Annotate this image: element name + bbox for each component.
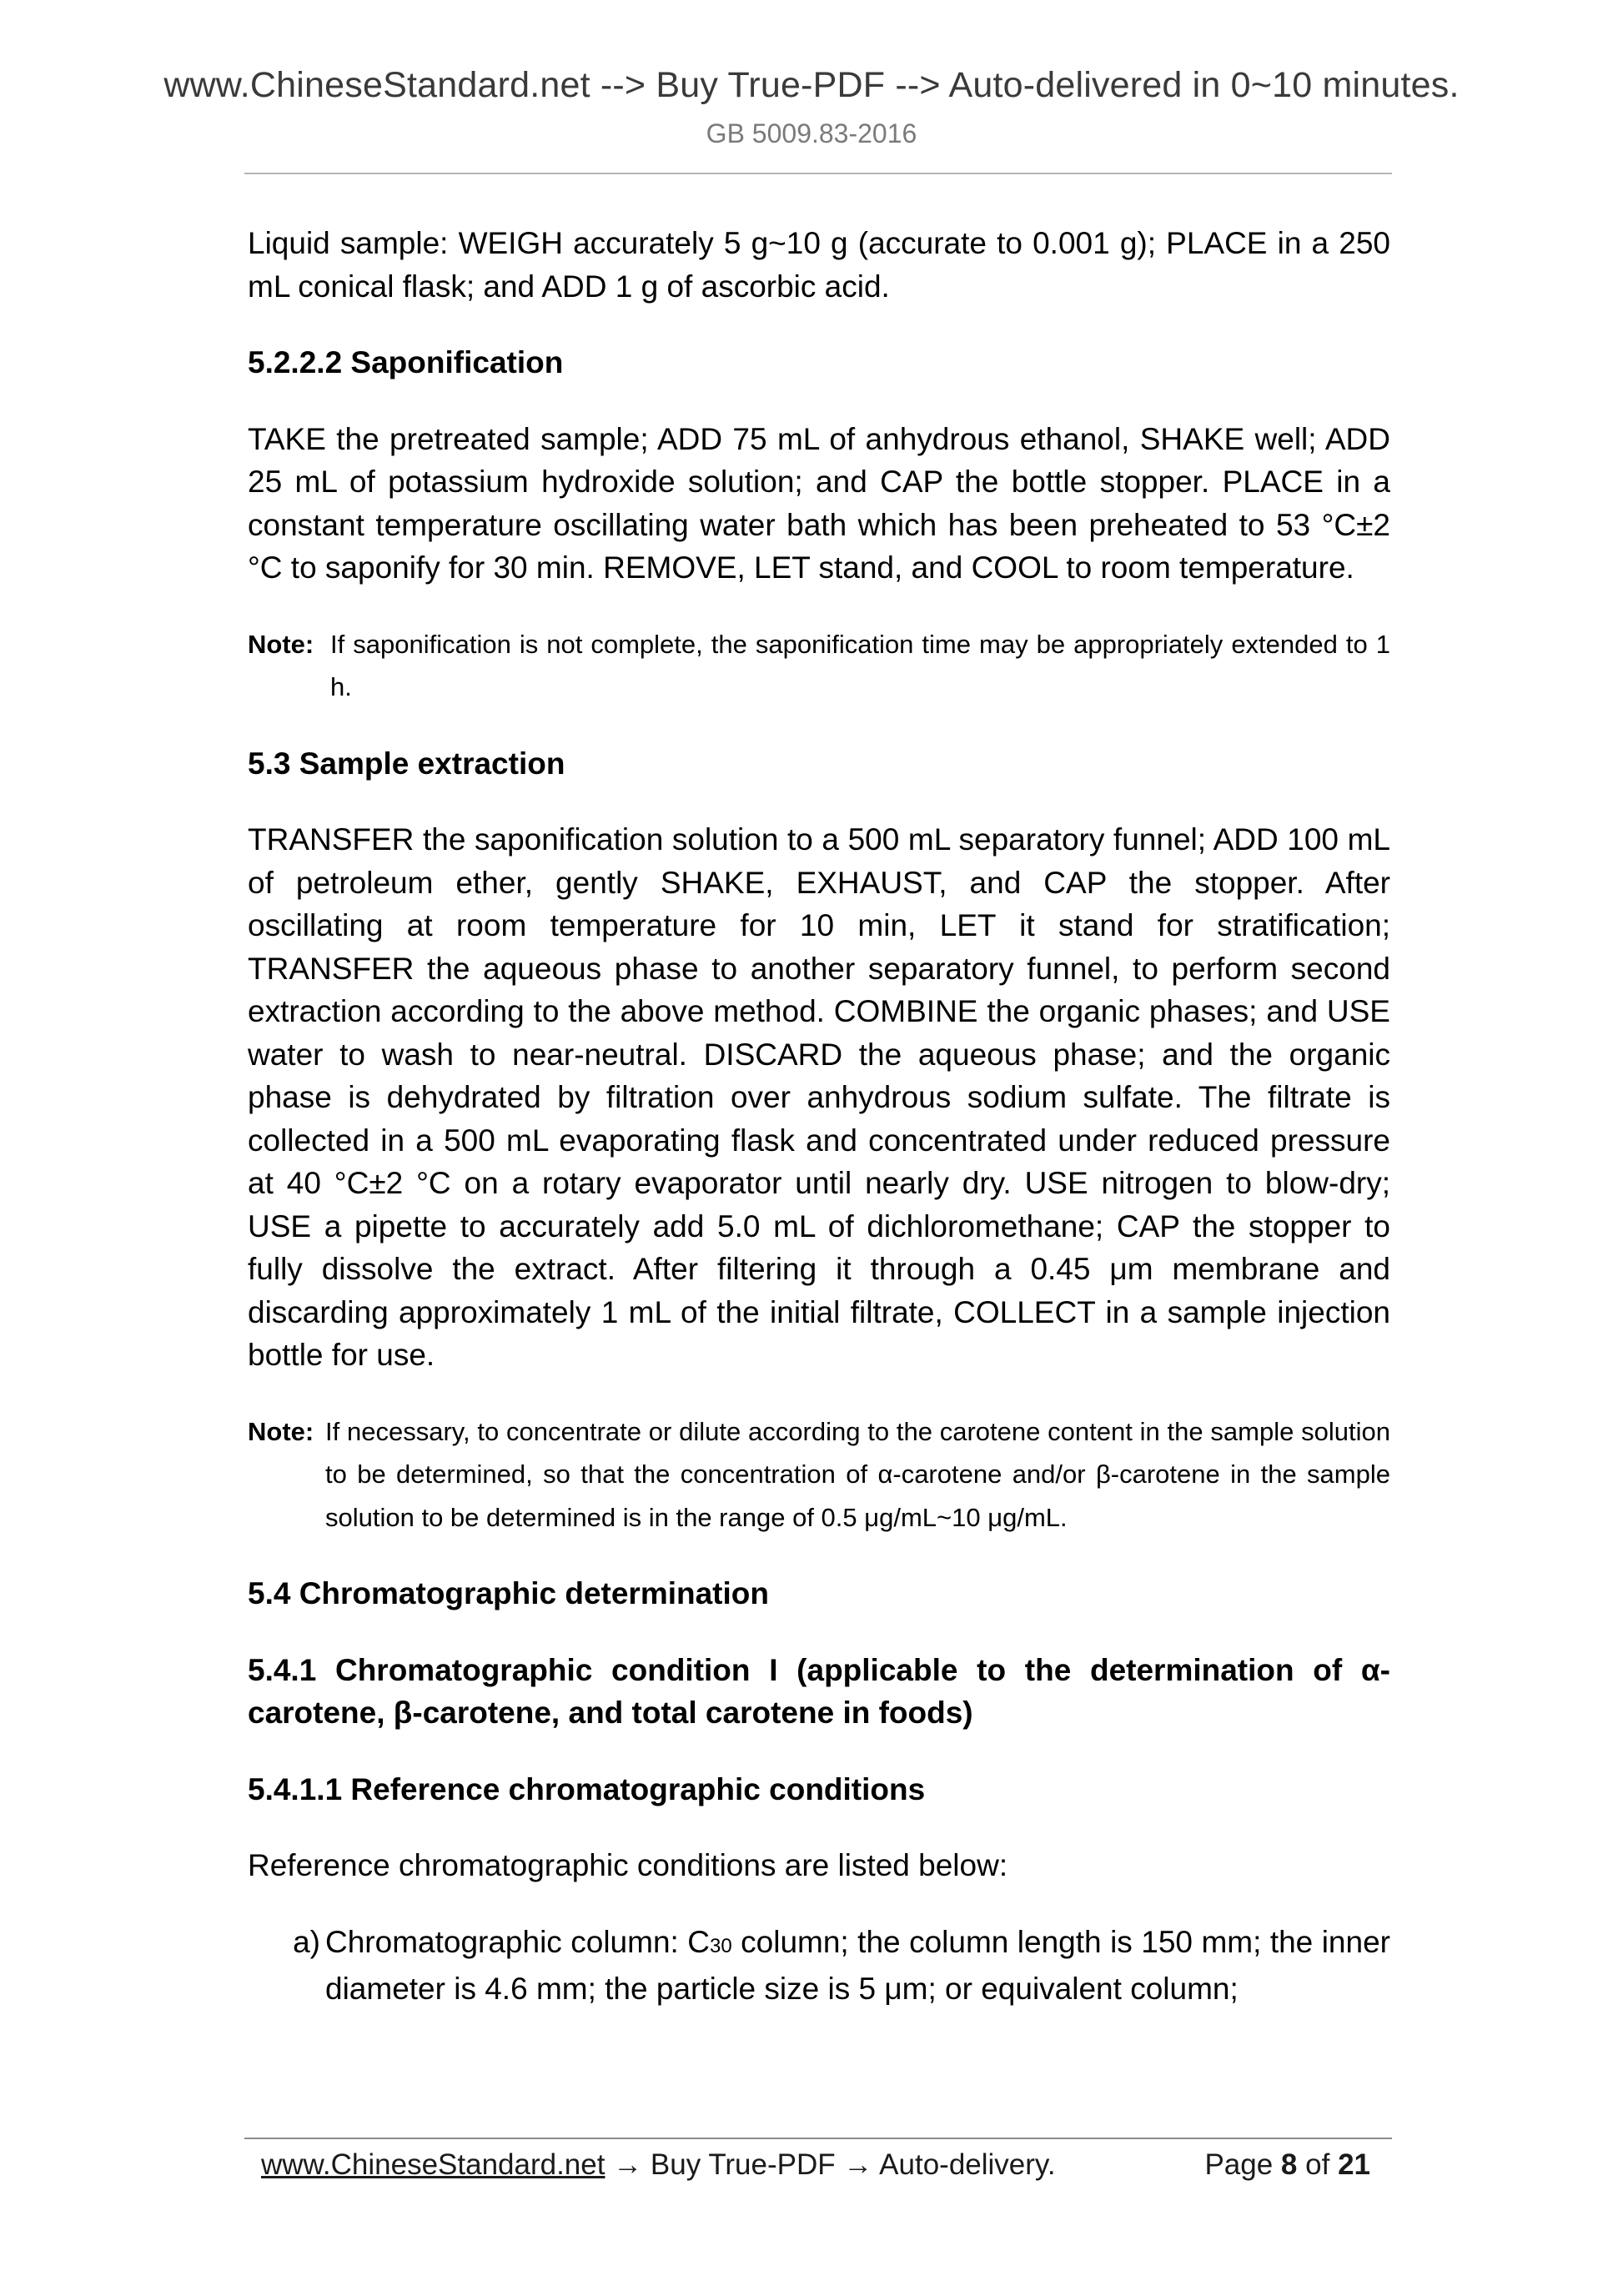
list-item-a [248,1921,1390,2011]
heading-chromatographic-condition-1: 5.4.1 Chromatographic condition I (applicable to the determination of α-carotene, β-carotene, and total carotene in foods) [248,1652,1390,1730]
list-item-text [325,1921,1390,2011]
note-label: Note: [248,629,314,659]
page-of: of [1305,2148,1330,2181]
header-divider [244,173,1392,174]
footer-link[interactable]: www.ChineseStandard.net [261,2148,605,2181]
standard-number: GB 5009.83-2016 [706,118,917,148]
note-text: If saponification is not complete, the saponification time may be appropriately extended to 1 h. [330,629,1390,701]
heading-saponification: 5.2.2.2 Saponification [248,345,564,379]
footer-promo [261,2148,1056,2182]
document-body [248,222,1390,2011]
page-number [1204,2148,1370,2182]
note-concentration [248,1410,1390,1540]
heading-reference-conditions: 5.4.1.1 Reference chromatographic conditions [248,1771,926,1806]
paragraph-saponification: TAKE the pretreated sample; ADD 75 mL of anhydrous ethanol, SHAKE well; ADD 25 mL of potassium hydroxide solution; and CAP the bottle stopper. PLACE in a constant temperature oscillating water bath which has been preheated to 53 °C±2 °C to saponify for 30 min. REMOVE, LET stand, and COOL to room temperature. [248,421,1390,585]
column-description: column; the column length is 150 mm; the inner diameter is 4.6 mm; the particle size is 5 μm; or equivalent column; [325,1924,1390,2006]
heading-chromatographic-determination: 5.4 Chromatographic determination [248,1576,769,1610]
page-footer [261,2148,1370,2190]
page-current: 8 [1280,2148,1298,2181]
paragraph-liquid-sample: Liquid sample: WEIGH accurately 5 g~10 g (accurate to 0.001 g); PLACE in a 250 mL conical flask; and ADD 1 g of ascorbic acid. [248,226,1390,304]
page-total: 21 [1338,2148,1370,2181]
note-text: If necessary, to concentrate or dilute according to the carotene content in the sample solution to be determined, so that the concentration of α-carotene and/or β-carotene in the sample solution to be determined is in the range of 0.5 μg/mL~10 μg/mL. [325,1416,1390,1532]
column-label: Chromatographic column: C [325,1924,710,1959]
paragraph-sample-extraction: TRANSFER the saponification solution to a 500 mL separatory funnel; ADD 100 mL of petroleum ether, gently SHAKE, EXHAUST, and CAP the stopper. After oscillating at room temperature for 10 min, LET it stand for stratification; TRANSFER the aqueous phase to another separatory funnel, to perform second extraction according to the above method. COMBINE the organic phases; and USE water to wash to near-neutral. DISCARD the aqueous phase; and the organic phase is dehydrated by filtration over anhydrous sodium sulfate. The filtrate is collected in a 500 mL evaporating flask and concentrated under reduced pressure at 40 °C±2 °C on a rotary evaporator until nearly dry. USE nitrogen to blow-dry; USE a pipette to accurately add 5.0 mL of dichloromethane; CAP the stopper to fully dissolve the extract. After filtering it through a 0.45 μm membrane and discarding approximately 1 mL of the initial filtrate, COLLECT in a sample injection bottle for use. [248,822,1390,1372]
note-label: Note: [248,1416,314,1446]
paragraph-reference-intro: Reference chromatographic conditions are listed below: [248,1848,1008,1882]
heading-sample-extraction: 5.3 Sample extraction [248,746,565,781]
note-saponification [248,623,1390,709]
column-subscript: 30 [710,1934,732,1957]
footer-divider [244,2138,1392,2139]
footer-promo-text: → Buy True-PDF → Auto-delivery. [605,2148,1056,2181]
list-marker: a) [293,1924,320,1959]
page-label: Page [1204,2148,1274,2181]
top-banner: www.ChineseStandard.net --> Buy True-PDF --> Auto-delivered in 0~10 minutes. [163,65,1460,105]
